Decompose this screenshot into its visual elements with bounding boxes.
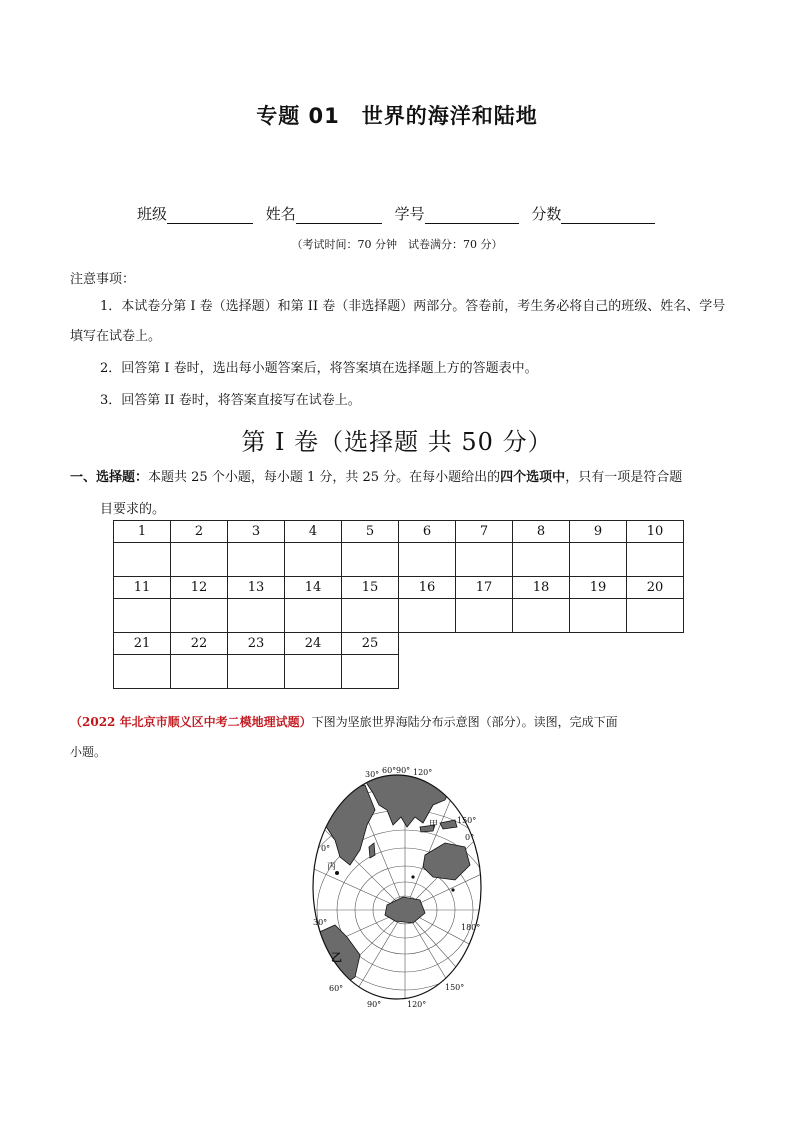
location-dot [411, 875, 414, 878]
answer-cell[interactable] [342, 543, 399, 577]
score-blank[interactable] [561, 209, 655, 224]
map-label: 120° [413, 768, 433, 777]
map-label: 120° [407, 1000, 427, 1009]
notice-title: 注意事项： [70, 272, 136, 287]
answer-number: 4 [285, 521, 342, 543]
intro-part: 本题共 25 个小题，每小题 1 分，共 25 分。在每小题给出的 [148, 470, 501, 485]
answer-cell[interactable] [114, 599, 171, 633]
answer-cell[interactable] [399, 543, 456, 577]
answer-number: 11 [114, 577, 171, 599]
empty-cell [570, 633, 627, 655]
answer-number: 5 [342, 521, 399, 543]
section-heading: 第 I 卷（选择题 共 50 分） [241, 428, 553, 456]
source-tag: （2022 年北京市顺义区中考二模地理试题） [70, 715, 312, 729]
name-blank[interactable] [296, 209, 382, 224]
empty-cell [456, 633, 513, 655]
question-intro [70, 462, 730, 526]
id-label: 学号 [394, 205, 425, 223]
answer-cell[interactable] [627, 599, 684, 633]
map-label: 0° [321, 844, 331, 853]
intro-part: 目要求的。 [100, 502, 166, 517]
page-title: 专题 01 世界的海洋和陆地 [256, 104, 538, 128]
map-label: 60° [382, 766, 397, 775]
class-blank[interactable] [167, 209, 253, 224]
answer-cell[interactable] [228, 655, 285, 689]
answer-cell[interactable] [285, 599, 342, 633]
empty-cell [399, 655, 456, 689]
empty-cell [513, 633, 570, 655]
place-label: 甲 [429, 820, 439, 830]
answer-number: 12 [171, 577, 228, 599]
notice-item: 2．回答第 I 卷时，选出每小题答案后，将答案填在选择题上方的答题表中。 [100, 361, 538, 376]
empty-cell [513, 655, 570, 689]
place-label: 丙 [327, 862, 337, 872]
name-label: 姓名 [265, 205, 296, 223]
answer-cell[interactable] [456, 599, 513, 633]
answer-number: 15 [342, 577, 399, 599]
empty-cell [456, 655, 513, 689]
map-label: 30° [365, 770, 380, 779]
score-label: 分数 [531, 205, 562, 223]
notice-item: 1．本试卷分第 I 卷（选择题）和第 II 卷（非选择题）两部分。答卷前，考生务必将自己的班级、姓名、学号填写在试卷上。 [70, 299, 726, 344]
map-label: 0° [465, 833, 475, 842]
answer-table [113, 520, 684, 689]
answer-cell[interactable] [456, 543, 513, 577]
map-label: 180° [461, 923, 481, 932]
answer-number: 20 [627, 577, 684, 599]
map-label: 150° [445, 983, 465, 992]
intro-part: 四个选项中 [500, 470, 566, 485]
answer-number: 24 [285, 633, 342, 655]
answer-cell[interactable] [513, 543, 570, 577]
answer-number: 17 [456, 577, 513, 599]
class-label: 班级 [137, 205, 168, 223]
location-dot [451, 888, 454, 891]
empty-cell [399, 633, 456, 655]
student-info-row [137, 203, 663, 224]
place-label: 乙 [331, 951, 342, 964]
answer-number: 19 [570, 577, 627, 599]
answer-cell[interactable] [285, 543, 342, 577]
source-text: 下图为坚旅世界海陆分布示意图（部分）。读图，完成下面 [311, 715, 618, 729]
answer-number: 13 [228, 577, 285, 599]
notice-item: 3．回答第 II 卷时，将答案直接写在试卷上。 [100, 393, 361, 408]
map-label: 60° [329, 984, 344, 993]
answer-cell[interactable] [171, 599, 228, 633]
map-label: 150° [457, 816, 477, 825]
intro-part: 一、选择题： [70, 470, 149, 485]
answer-cell[interactable] [513, 599, 570, 633]
id-blank[interactable] [425, 209, 519, 224]
map-label: 90° [367, 1000, 382, 1009]
exam-time: （考试时间：70 分钟 试卷满分：70 分） [291, 238, 503, 251]
answer-number: 10 [627, 521, 684, 543]
empty-cell [627, 633, 684, 655]
answer-number: 16 [399, 577, 456, 599]
question-source [70, 707, 730, 767]
answer-cell[interactable] [114, 543, 171, 577]
answer-number: 22 [171, 633, 228, 655]
answer-cell[interactable] [570, 543, 627, 577]
answer-cell[interactable] [342, 599, 399, 633]
answer-number: 8 [513, 521, 570, 543]
answer-cell[interactable] [171, 543, 228, 577]
answer-number: 23 [228, 633, 285, 655]
answer-number: 7 [456, 521, 513, 543]
answer-cell[interactable] [342, 655, 399, 689]
world-map-figure [305, 765, 490, 1010]
answer-number: 1 [114, 521, 171, 543]
answer-cell[interactable] [228, 599, 285, 633]
source-text: 小题。 [70, 745, 107, 759]
answer-cell[interactable] [570, 599, 627, 633]
answer-number: 14 [285, 577, 342, 599]
answer-cell[interactable] [285, 655, 342, 689]
answer-number: 21 [114, 633, 171, 655]
answer-number: 6 [399, 521, 456, 543]
answer-number: 3 [228, 521, 285, 543]
answer-number: 25 [342, 633, 399, 655]
map-label: 30° [313, 918, 328, 927]
answer-number: 9 [570, 521, 627, 543]
answer-cell[interactable] [228, 543, 285, 577]
answer-number: 2 [171, 521, 228, 543]
answer-cell[interactable] [399, 599, 456, 633]
map-label: 90° [396, 766, 411, 775]
empty-cell [570, 655, 627, 689]
answer-number: 18 [513, 577, 570, 599]
intro-part: ，只有一项是符合题 [565, 470, 683, 485]
answer-cell[interactable] [627, 543, 684, 577]
answer-cell[interactable] [171, 655, 228, 689]
answer-cell[interactable] [114, 655, 171, 689]
empty-cell [627, 655, 684, 689]
